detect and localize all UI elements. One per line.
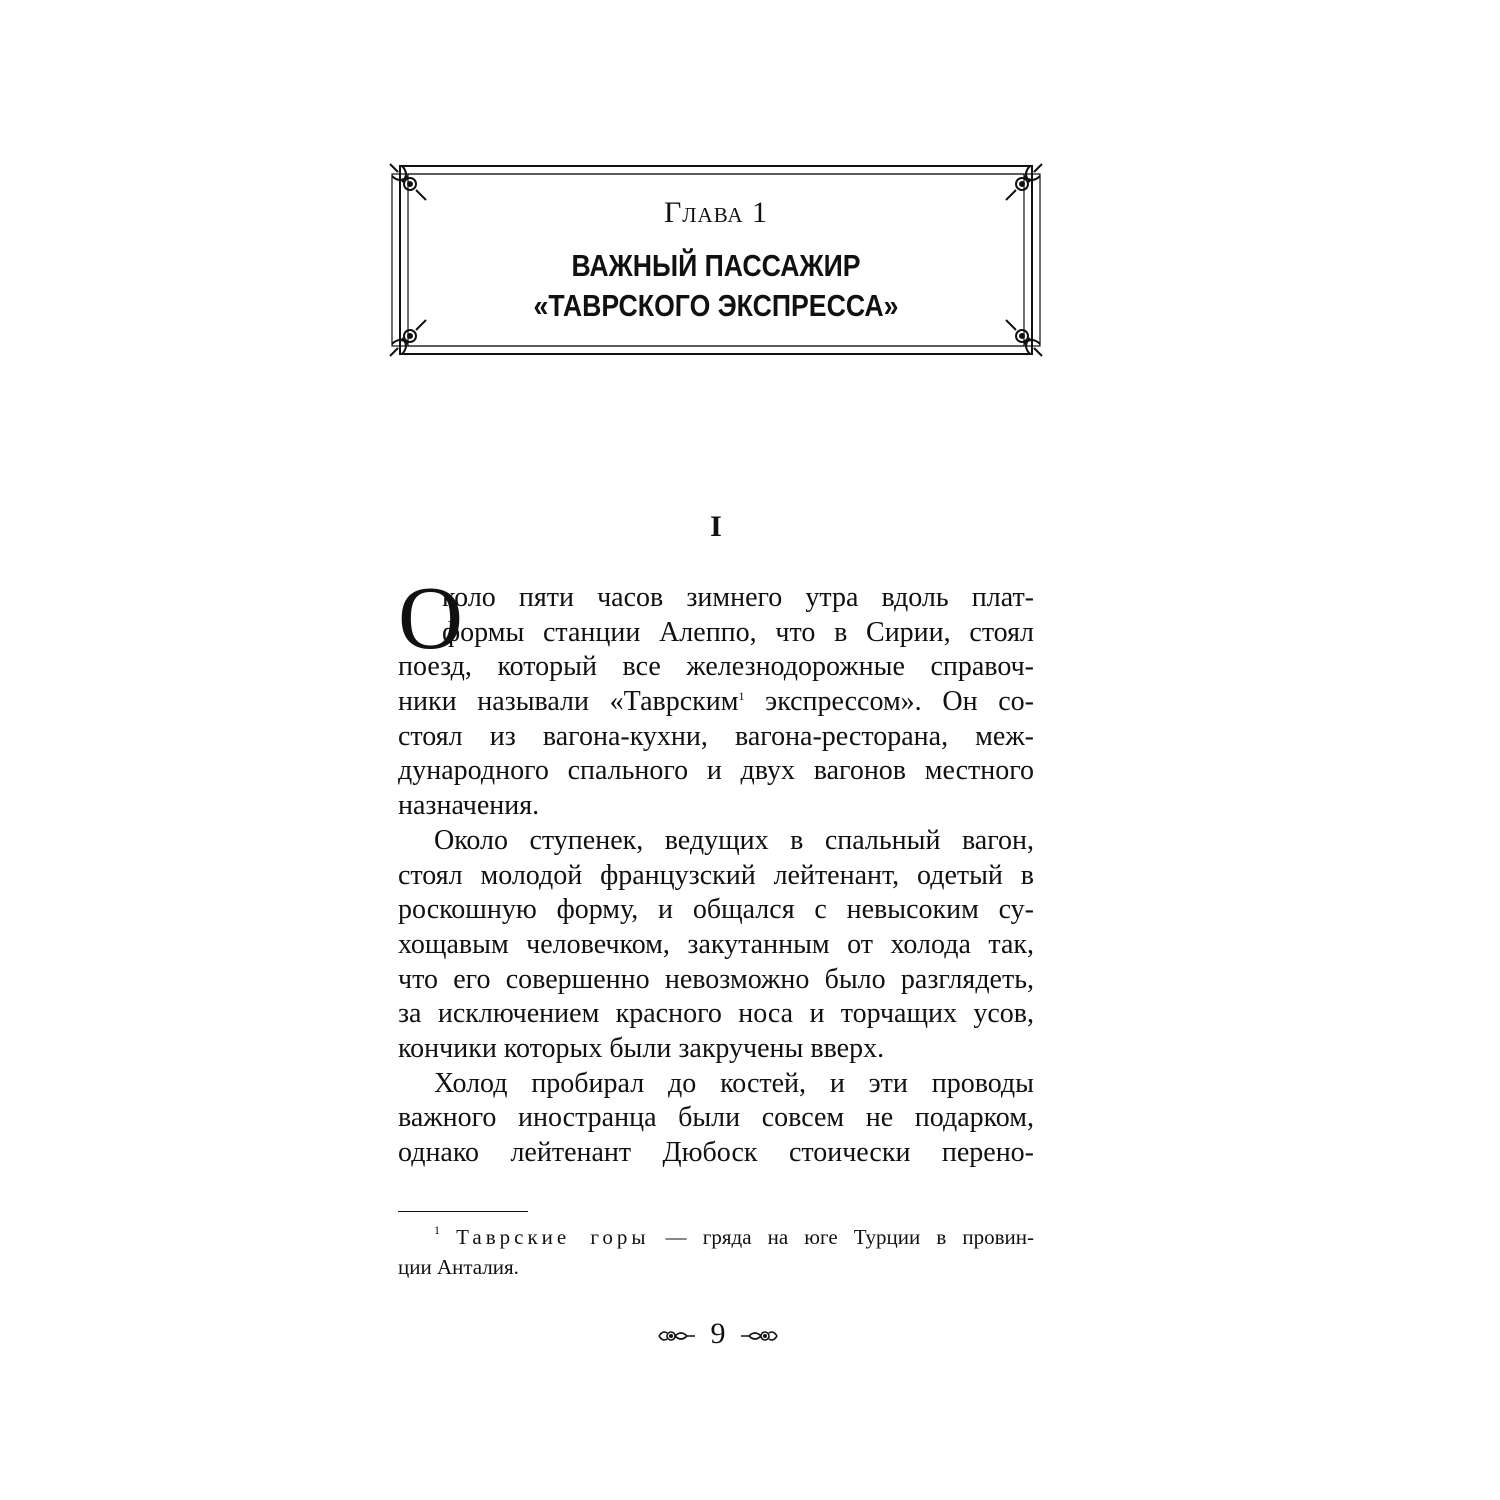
text-line: стоял молодой французский лейтенант, одетый в xyxy=(398,859,1034,891)
text-line: что его совершенно невозможно было разглядеть, xyxy=(398,963,1034,995)
footnote-ref: 1 xyxy=(738,689,745,704)
footnote-divider xyxy=(398,1211,528,1212)
text-line: кончики которых были закручены вверх. xyxy=(398,1032,885,1064)
text-line: однако лейтенант Дюбоск стоически перено- xyxy=(398,1137,1034,1168)
footnote-term: Таврские горы xyxy=(456,1225,650,1249)
text-line: роскошную форму, и общался с невысоким су- xyxy=(398,894,1034,926)
page-number: 9 xyxy=(710,1317,726,1350)
text-fragment: ники называли «Таврским xyxy=(398,686,739,718)
chapter-title xyxy=(432,246,1000,326)
footnote-line xyxy=(398,1222,1034,1252)
body-text xyxy=(398,581,1034,1171)
section-number: I xyxy=(710,510,722,543)
text-line: важного иностранца были совсем не подарком, xyxy=(398,1102,1034,1134)
footnote-mark: 1 xyxy=(434,1223,440,1237)
text-fragment: экспрессом». Он со- xyxy=(765,686,1034,718)
page-number-block xyxy=(640,1314,796,1354)
text-line: стоял из вагона-кухни, вагона-ресторана, меж- xyxy=(398,720,1034,752)
text-line: формы станции Алеппо, что в Сирии, стоял xyxy=(442,616,1034,648)
chapter-label: Глава 1 xyxy=(663,196,769,229)
text-line: хощавым человечком, закутанным от холода так, xyxy=(398,928,1034,960)
footnote-line: ции Анталия. xyxy=(398,1255,519,1279)
text-line: коло пяти часов зимнего утра вдоль плат- xyxy=(442,582,1034,613)
text-line: за исключением красного носа и торчащих усов, xyxy=(398,998,1034,1030)
drop-cap: О xyxy=(398,569,463,668)
right-ornament-icon xyxy=(739,1326,779,1346)
text-line: назначения. xyxy=(398,790,540,822)
text-line xyxy=(398,685,1034,720)
footnote-text: — гряда на юге Турции в провин- xyxy=(649,1225,1035,1249)
chapter-title-line: «ТАВРСКОГО ЭКСПРЕССА» xyxy=(533,288,899,323)
chapter-title-line: ВАЖНЫЙ ПАССАЖИР xyxy=(571,248,861,283)
text-line: дународного спального и двух вагонов местного xyxy=(398,755,1034,787)
text-line: Около ступенек, ведущих в спальный вагон, xyxy=(434,824,1034,856)
text-line: Холод пробирал до костей, и эти проводы xyxy=(434,1067,1034,1099)
text-line: поезд, который все железнодорожные справоч- xyxy=(398,651,1034,683)
footnote xyxy=(398,1222,1034,1282)
left-ornament-icon xyxy=(657,1326,697,1346)
